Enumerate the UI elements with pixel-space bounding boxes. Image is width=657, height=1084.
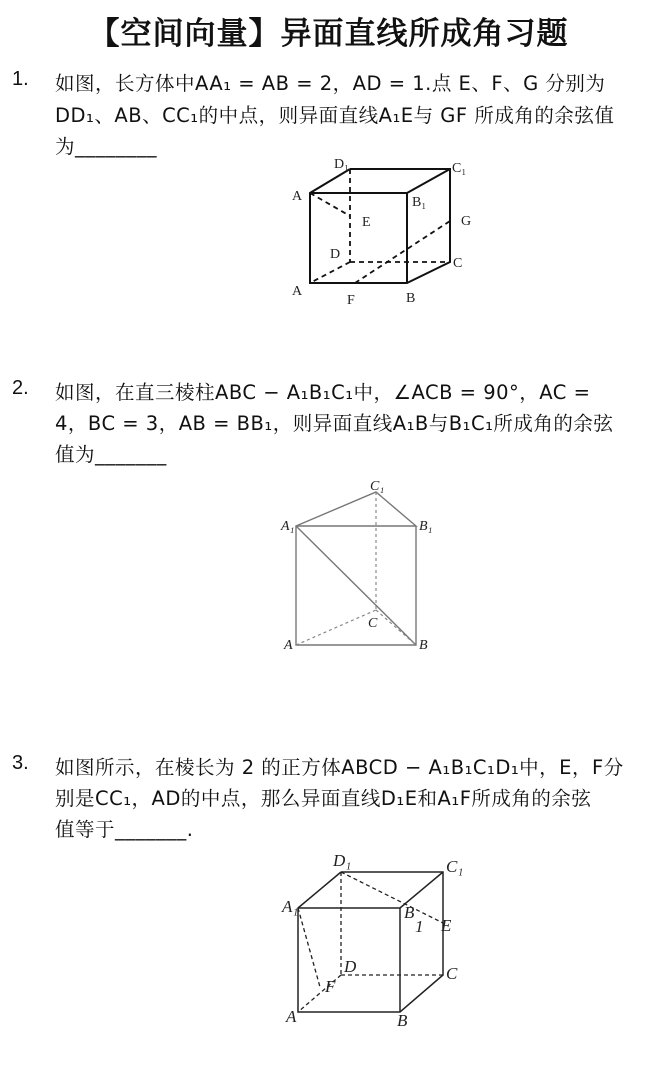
label-D1: D₁: [334, 157, 349, 172]
problem-1-number: 1.: [12, 68, 29, 90]
label-D: D: [344, 957, 357, 976]
problem-1-line-2: DD₁、AB、CC₁的中点，则异面直线A₁E与 GF 所成角的余弦值: [55, 104, 615, 127]
label-C1: C₁: [370, 479, 385, 494]
problem-2-line-2: 4，BC = 3，AB = BB₁，则异面直线A₁B与B₁C₁所成角的余弦: [55, 412, 614, 435]
label-A1: A: [292, 189, 303, 204]
label-E: E: [441, 916, 452, 935]
label-B: B: [406, 291, 416, 306]
label-C: C: [453, 256, 463, 271]
label-B1: B: [404, 903, 415, 922]
problem-1-line-1: 如图，长方体中AA₁ = AB = 2，AD = 1.点 E、F、G 分别为: [55, 72, 606, 95]
label-C: C: [368, 616, 378, 631]
problem-2-line-3: 值为_______: [55, 443, 167, 466]
label-D: D: [330, 247, 341, 262]
problem-3-line-1: 如图所示，在棱长为 2 的正方体ABCD − A₁B₁C₁D₁中，E，F分: [55, 756, 624, 779]
problem-1-line-3: 为________: [55, 135, 158, 158]
label-B1: B₁: [419, 519, 433, 534]
label-D1: D₁: [333, 851, 352, 870]
problem-3-number: 3.: [12, 752, 29, 774]
label-E: E: [362, 215, 371, 230]
label-C: C: [446, 964, 458, 983]
label-C1: C₁: [452, 161, 467, 176]
label-B: B: [397, 1011, 408, 1030]
problem-2-line-1: 如图，在直三棱柱ABC − A₁B₁C₁中，∠ACB = 90°，AC =: [55, 381, 591, 404]
label-F: F: [347, 293, 355, 308]
label-F: F: [325, 977, 336, 996]
problem-3-line-2: 别是CC₁，AD的中点，那么异面直线D₁E和A₁F所成角的余弦: [55, 787, 592, 810]
label-A: A: [286, 1007, 297, 1026]
label-B1-subscript: 1: [415, 917, 424, 936]
label-A1: A₁: [282, 897, 299, 916]
label-B1: B₁: [412, 195, 427, 210]
problem-3-line-3: 值等于_______.: [55, 818, 194, 841]
label-A1: A₁: [281, 519, 295, 534]
label-C1: C₁: [446, 857, 464, 876]
label-G: G: [461, 214, 472, 229]
problem-2-number: 2.: [12, 377, 29, 399]
page-title: 【空间向量】异面直线所成角习题: [88, 16, 569, 52]
label-B: B: [419, 638, 428, 653]
label-A: A: [284, 638, 293, 653]
label-A: A: [292, 284, 303, 299]
